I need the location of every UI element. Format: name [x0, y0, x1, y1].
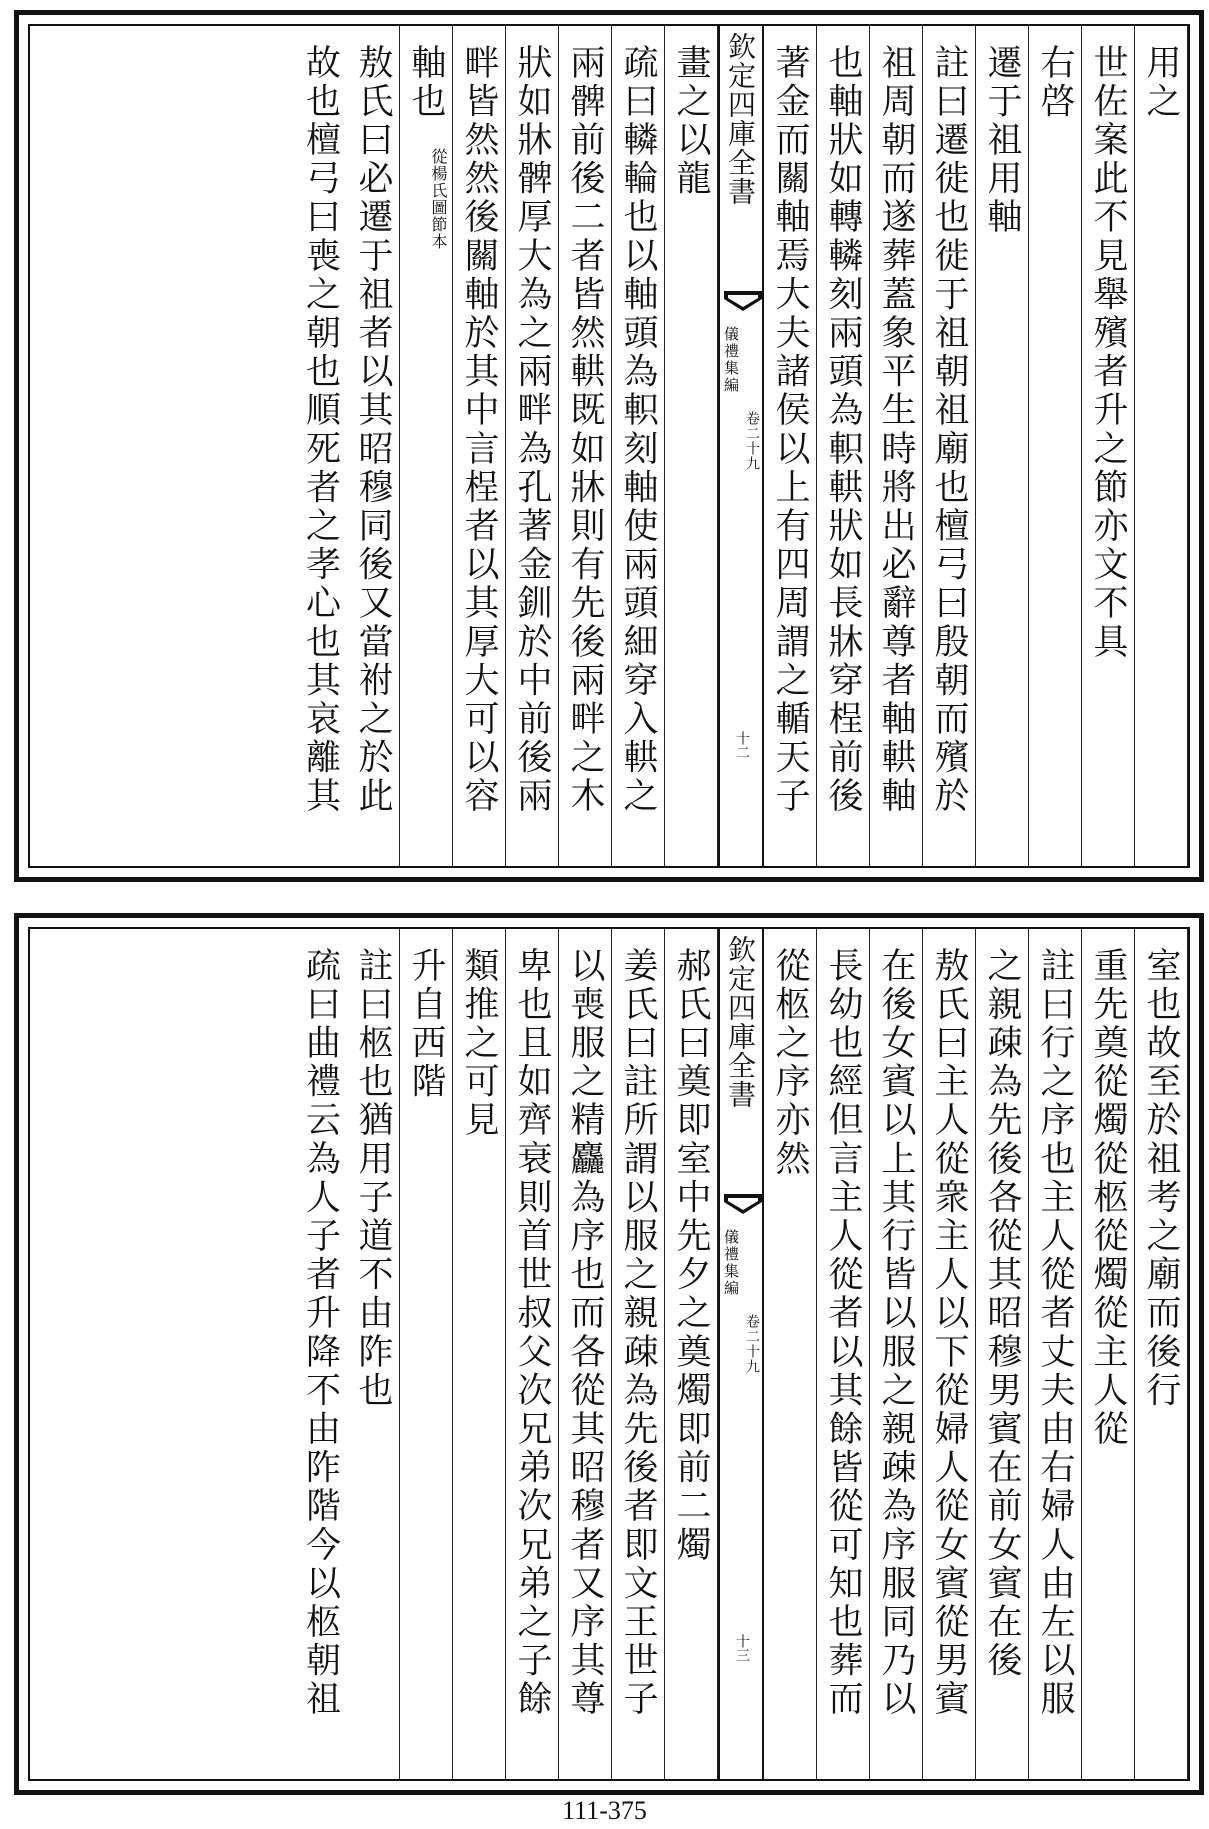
top-column-15 — [347, 26, 400, 866]
bottom-column-3 — [1029, 929, 1082, 1779]
top-column-text-1: 用之 — [1141, 44, 1181, 122]
page-footer-number: 111-375 — [562, 1796, 647, 1825]
bottom-collection-title: 欽定四庫全書 — [724, 935, 757, 1109]
bottom-column-text-9: 郝氏曰奠即室中先夕之奠燭即前二燭 — [671, 947, 711, 1565]
bottom-column-text-7: 長幼也經但言主人從者以其餘皆從可知也葬而 — [823, 947, 863, 1719]
bottom-column-text-1: 室也故至於祖考之廟而後行 — [1141, 947, 1181, 1411]
top-column-2 — [1082, 26, 1135, 866]
top-column-10 — [612, 26, 665, 866]
bottom-column-text-14: 升自西階 — [406, 947, 446, 1102]
bottom-center-header — [718, 929, 764, 1779]
bottom-column-8 — [764, 929, 817, 1779]
top-leaf-number: 十二 — [734, 731, 750, 759]
bottom-column-12 — [506, 929, 559, 1779]
bottom-column-text-5: 敖氏曰主人從衆主人以下從婦人從女賓從男賓 — [929, 947, 969, 1719]
top-column-14 — [400, 26, 453, 866]
bottom-fishtail-mark-icon — [724, 1194, 762, 1216]
top-book-name: 儀禮集編 — [722, 326, 740, 394]
page-top — [14, 10, 1204, 882]
page-top-text-frame — [28, 24, 1190, 868]
bottom-column-1 — [1135, 929, 1188, 1779]
top-column-12 — [506, 26, 559, 866]
bottom-column-9 — [665, 929, 718, 1779]
top-column-5 — [923, 26, 976, 866]
top-small-note: 從楊氏圖節本 — [429, 148, 448, 250]
bottom-column-11 — [559, 929, 612, 1779]
top-column-text-15: 敖氏曰必遷于祖者以其昭穆同後又當祔之於此 — [353, 44, 393, 816]
top-column-13 — [453, 26, 506, 866]
top-column-text-16: 故也檀弓曰喪之朝也順死者之孝心也其哀離其 — [300, 44, 341, 816]
bottom-column-2 — [1082, 929, 1135, 1779]
top-column-text-8: 著金而關軸焉大夫諸侯以上有四周謂之輴天子 — [770, 44, 810, 816]
top-column-16 — [294, 26, 347, 866]
bottom-column-7 — [817, 929, 870, 1779]
top-column-4 — [976, 26, 1029, 866]
top-column-8 — [764, 26, 817, 866]
bottom-column-text-3: 註曰行之序也主人從者丈夫由右婦人由左以服 — [1035, 947, 1075, 1719]
bottom-column-text-15: 註曰柩也猶用子道不由阼也 — [353, 947, 393, 1411]
top-column-text-10: 疏曰轔輪也以軸頭為軹刻軸使兩頭細穿入輁之 — [618, 44, 658, 816]
top-column-text-5: 註曰遷徙也徙于祖朝祖廟也檀弓曰殷朝而殯於 — [929, 44, 969, 816]
top-center-header — [718, 26, 764, 866]
bottom-column-6 — [870, 929, 923, 1779]
top-column-text-11: 兩髀前後二者皆然輁既如牀則有先後兩畔之木 — [565, 44, 605, 816]
top-column-text-14: 軸也 — [406, 44, 446, 122]
bottom-column-text-6: 在後女賓以上其行皆以服之親疎為序服同乃以 — [876, 947, 916, 1719]
top-column-3 — [1029, 26, 1082, 866]
bottom-column-10 — [612, 929, 665, 1779]
top-column-text-12: 狀如牀髀厚大為之兩畔為孔著金釧於中前後兩 — [512, 44, 552, 816]
bottom-column-5 — [923, 929, 976, 1779]
top-column-9 — [665, 26, 718, 866]
bottom-column-text-10: 姜氏曰註所謂以服之親疎為先後者即文王世子 — [618, 947, 658, 1719]
top-column-text-9: 畫之以龍 — [671, 44, 711, 199]
bottom-column-text-11: 以喪服之精麤為序也而各從其昭穆者又序其尊 — [565, 947, 605, 1719]
top-collection-title: 欽定四庫全書 — [724, 32, 757, 206]
bottom-column-16 — [294, 929, 347, 1779]
page-bottom — [14, 913, 1204, 1795]
bottom-column-text-12: 卑也且如齊衰則首世叔父次兄弟次兄弟之子餘 — [512, 947, 552, 1719]
top-column-text-7: 也軸狀如轉轔刻兩頭為軹輁狀如長牀穿桯前後 — [823, 44, 863, 816]
bottom-column-text-4: 之親疎為先後各從其昭穆男賓在前女賓在後 — [982, 947, 1022, 1681]
top-column-6 — [870, 26, 923, 866]
bottom-column-15 — [347, 929, 400, 1779]
top-column-7 — [817, 26, 870, 866]
page-bottom-text-frame — [28, 927, 1190, 1781]
bottom-volume-number: 卷二十九 — [744, 1314, 760, 1374]
top-column-text-6: 祖周朝而遂葬蓋象平生時將出必辭尊者軸輁軸 — [876, 44, 916, 816]
top-column-text-3: 右啓 — [1035, 44, 1075, 122]
bottom-column-text-16: 疏曰曲禮云為人子者升降不由阼階今以柩朝祖 — [300, 947, 341, 1719]
top-column-text-13: 畔皆然然後關軸於其中言桯者以其厚大可以容 — [459, 44, 499, 816]
top-column-text-4: 遷于祖用軸 — [982, 44, 1022, 237]
bottom-column-text-8: 從柩之序亦然 — [770, 947, 810, 1179]
bottom-column-14 — [400, 929, 453, 1779]
top-fishtail-mark-icon — [724, 291, 762, 313]
top-column-1 — [1135, 26, 1188, 866]
top-column-11 — [559, 26, 612, 866]
bottom-column-text-2: 重先奠從燭從柩從燭從主人從 — [1088, 947, 1128, 1449]
bottom-book-name: 儀禮集編 — [722, 1229, 740, 1297]
bottom-column-text-13: 類推之可見 — [459, 947, 499, 1140]
top-volume-number: 卷二十九 — [744, 411, 760, 471]
top-column-text-2: 世佐案此不見舉殯者升之節亦文不具 — [1088, 44, 1128, 662]
bottom-column-13 — [453, 929, 506, 1779]
bottom-leaf-number: 十三 — [734, 1634, 750, 1662]
bottom-column-4 — [976, 929, 1029, 1779]
